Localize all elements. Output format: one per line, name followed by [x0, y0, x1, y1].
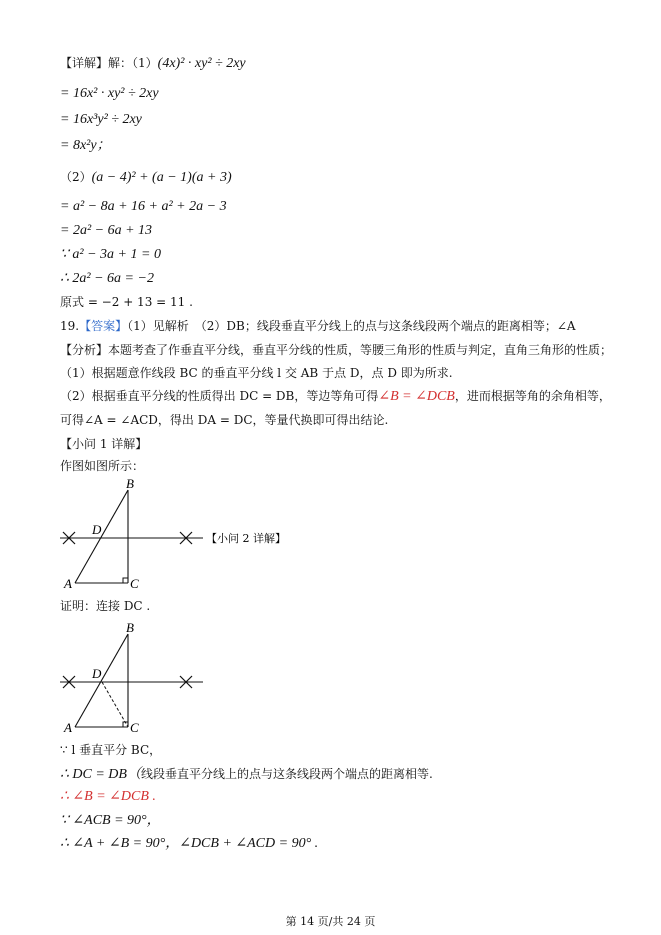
proof-line-2-a: ∴ DC = DB（	[60, 767, 141, 782]
q2-header	[60, 169, 232, 186]
right-angle-mark	[123, 578, 128, 583]
step-3: = 8x²y；	[60, 138, 111, 153]
construction-figure	[55, 476, 305, 592]
proof-intro: 证明：连接 DC .	[60, 599, 151, 613]
solution-header	[60, 55, 246, 72]
analysis-point-3: 可得∠A = ∠ACD，得出 DA = DC，等量代换即可得出结论.	[60, 413, 389, 427]
page-footer: 第 14 页/共 24 页	[285, 915, 376, 928]
analysis-text: 本题考查了作垂直平分线，垂直平分线的性质，等腰三角形的性质与判定，直角三角形的性质；	[108, 343, 613, 357]
step-8: 原式 = −2 + 13 = 11 .	[60, 295, 193, 309]
segment-ab	[75, 490, 128, 583]
label-c: C	[130, 720, 139, 735]
q19-number: 19.	[60, 319, 80, 333]
proof-figure	[55, 620, 215, 736]
analysis-point-2	[60, 388, 611, 405]
step-5: = 2a² − 6a + 13	[60, 223, 153, 238]
sub-question-1-label: 【小问 1 详解】	[60, 437, 148, 451]
q2-expression: (a − 4)² + (a − 1)(a + 3)	[91, 170, 232, 185]
q19-answer-line	[60, 318, 576, 334]
construct-text: 作图如图所示：	[60, 459, 145, 473]
label-a: A	[64, 576, 72, 591]
label-d: D	[92, 522, 102, 537]
step-7: ∴ 2a² − 6a = −2	[60, 271, 154, 286]
step-2: = 16x³y² ÷ 2xy	[60, 112, 142, 127]
analysis-point-1: （1）根据题意作线段 BC 的垂直平分线 l 交 AB 于点 D，点 D 即为所求.	[60, 366, 453, 380]
sub-question-2-label: 【小问 2 详解】	[206, 532, 286, 545]
proof-line-5: ∴ ∠A + ∠B = 90°，∠DCB + ∠ACD = 90° .	[60, 836, 319, 851]
analysis-label: 【分析】	[60, 343, 109, 357]
q1-expression: (4x)² · xy² ÷ 2xy	[157, 56, 246, 71]
step-4: = a² − 8a + 16 + a² + 2a − 3	[60, 199, 227, 214]
answer-text: （1）见解析 （2）DB；线段垂直平分线上的点与这条线段两个端点的距离相等；∠A	[127, 319, 576, 333]
proof-line-2	[60, 766, 433, 783]
step-1: = 16x² · xy² ÷ 2xy	[60, 86, 159, 101]
step-6: ∵ a² − 3a + 1 = 0	[60, 247, 161, 262]
label-c: C	[130, 576, 139, 591]
analysis-point-2-a: （2）根据垂直平分线的性质得出 DC = DB，等边等角可得	[60, 389, 379, 403]
q2-label: （2）	[60, 170, 92, 184]
answer-tag: 【答案】	[79, 319, 128, 333]
analysis-point-2-red: ∠B = ∠DCB	[378, 389, 455, 404]
proof-line-4: ∵ ∠ACB = 90°，	[60, 813, 161, 828]
analysis-line	[60, 342, 612, 358]
proof-line-2-b: 线段垂直平分线上的点与这条线段两个端点的距离相等.	[140, 767, 433, 781]
segment-dc-dashed	[102, 682, 128, 727]
solution-label: 【详解】	[60, 56, 109, 70]
label-a: A	[64, 720, 72, 735]
solution-intro: 解：（1）	[108, 56, 158, 70]
proof-line-1: ∵ l 垂直平分 BC，	[60, 743, 162, 757]
analysis-point-2-b: ，进而根据等角的余角相等，	[454, 389, 611, 403]
label-b: B	[126, 620, 134, 635]
label-b: B	[126, 476, 134, 491]
proof-line-3: ∴ ∠B = ∠DCB .	[60, 789, 156, 804]
label-d: D	[92, 666, 102, 681]
